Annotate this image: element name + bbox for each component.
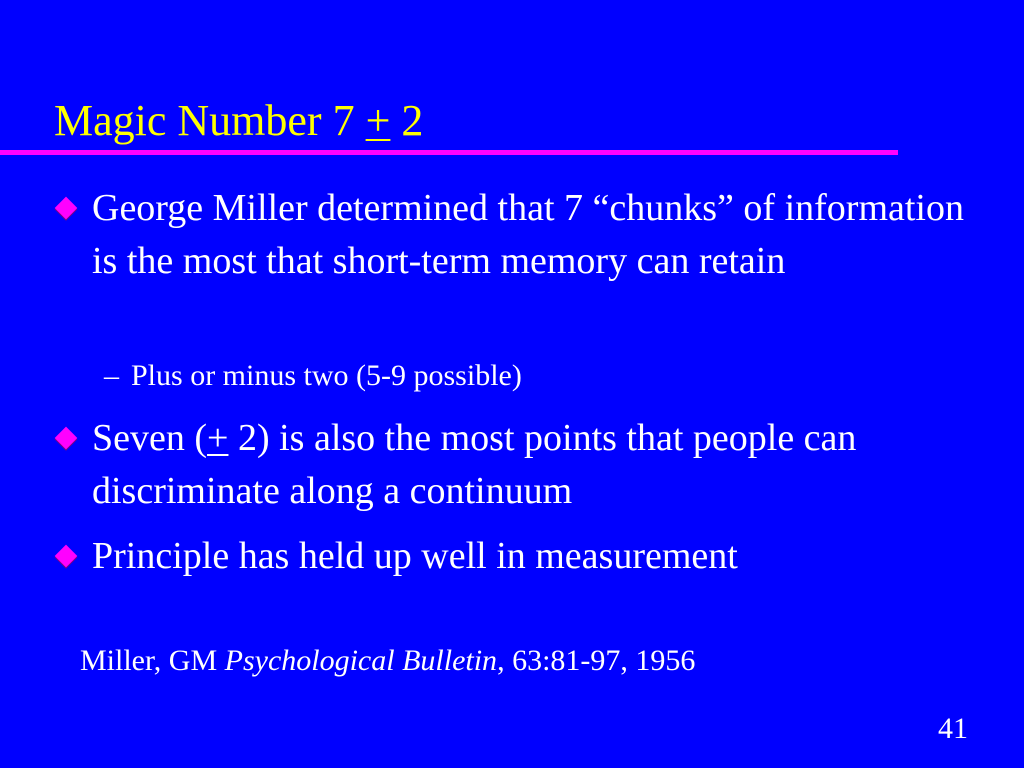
citation-details: , 63:81-97, 1956 <box>497 644 696 677</box>
bullet-item-2 <box>92 412 972 518</box>
sub-bullet-1-text: Plus or minus two (5-9 possible) <box>131 359 522 392</box>
title-text-before: Magic Number 7 <box>54 96 366 145</box>
diamond-bullet-icon <box>55 197 78 220</box>
sub-bullet-item-1 <box>104 356 522 396</box>
diamond-bullet-icon <box>55 427 78 450</box>
bullet-item-3 <box>92 530 972 583</box>
citation-author: Miller, GM <box>80 644 225 677</box>
citation <box>80 642 695 680</box>
slide-title <box>54 96 423 146</box>
bullet-2-text-after: 2) is also the most points that people can discriminate along a continuum <box>92 417 857 512</box>
title-plus-minus-symbol: + <box>365 96 391 145</box>
diamond-bullet-icon <box>55 545 78 568</box>
title-text-after: 2 <box>390 96 424 145</box>
bullet-1-text: George Miller determined that 7 “chunks” of information is the most that short-term memory can retain <box>92 187 964 282</box>
citation-journal: Psychological Bulletin <box>224 644 498 677</box>
bullet-3-text: Principle has held up well in measurement <box>92 535 738 577</box>
bullet-item-1 <box>92 182 972 288</box>
bullet-2-plus-minus-symbol: + <box>207 417 229 459</box>
bullet-2-text-before: Seven ( <box>92 417 208 459</box>
page-number: 41 <box>938 712 968 745</box>
title-divider-rule <box>0 150 898 155</box>
dash-bullet-icon: – <box>104 359 119 392</box>
